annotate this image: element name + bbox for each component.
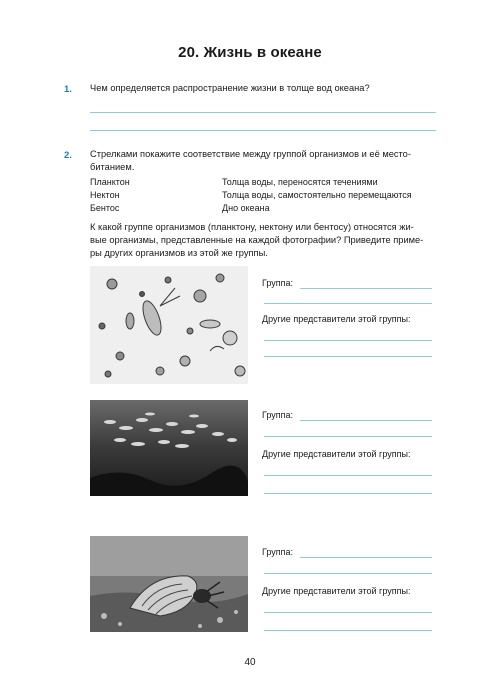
group-answer-line[interactable] — [264, 573, 432, 574]
question-1-text: Чем определяется распространение жизни в толще вод океана? — [90, 83, 370, 93]
hermit-crab-photo — [90, 536, 248, 632]
group-answer-line[interactable] — [264, 436, 432, 437]
plankton-photo — [90, 266, 248, 384]
answer-line[interactable] — [264, 356, 432, 357]
group-label: Группа: — [262, 278, 294, 288]
question-2-number: 2. — [64, 150, 72, 161]
question-2-followup-line-2: вые организмы, представленные на каждой фотографии? Приведите приме- — [90, 235, 424, 245]
question-2-text-line-1: Стрелками покажите соответствие между группой организмов и её место- — [90, 149, 411, 159]
question-1-number: 1. — [64, 84, 72, 95]
organism-group-plankton: Планктон — [90, 177, 130, 187]
page-number: 40 — [244, 657, 256, 668]
habitat-water-column-active: Толща воды, самостоятельно перемещаются — [222, 190, 412, 200]
group-answer-line[interactable] — [300, 288, 432, 289]
other-representatives-label: Другие представители этой группы: — [262, 449, 411, 459]
answer-line[interactable] — [264, 493, 432, 494]
group-label: Группа: — [262, 547, 294, 557]
question-2-followup-line-3: ры других организмов из этой же группы. — [90, 248, 268, 258]
answer-line[interactable] — [90, 112, 436, 113]
answer-line[interactable] — [90, 130, 436, 131]
habitat-ocean-floor: Дно океана — [222, 203, 270, 213]
other-representatives-label: Другие представители этой группы: — [262, 586, 411, 596]
other-representatives-label: Другие представители этой группы: — [262, 314, 411, 324]
answer-line[interactable] — [264, 630, 432, 631]
group-answer-line[interactable] — [264, 303, 432, 304]
organism-group-nekton: Нектон — [90, 190, 120, 200]
answer-line[interactable] — [264, 340, 432, 341]
group-label: Группа: — [262, 410, 294, 420]
question-2-text-line-2: битанием. — [90, 162, 135, 172]
question-2-followup-line-1: К какой группе организмов (планктону, нектону или бентосу) относятся жи- — [90, 222, 414, 232]
habitat-water-column-currents: Толща воды, переносятся течениями — [222, 177, 378, 187]
group-answer-line[interactable] — [300, 557, 432, 558]
fish-school-photo — [90, 400, 248, 496]
page-title: 20. Жизнь в океане — [178, 44, 322, 61]
group-answer-line[interactable] — [300, 420, 432, 421]
answer-line[interactable] — [264, 612, 432, 613]
answer-line[interactable] — [264, 475, 432, 476]
organism-group-benthos: Бентос — [90, 203, 120, 213]
